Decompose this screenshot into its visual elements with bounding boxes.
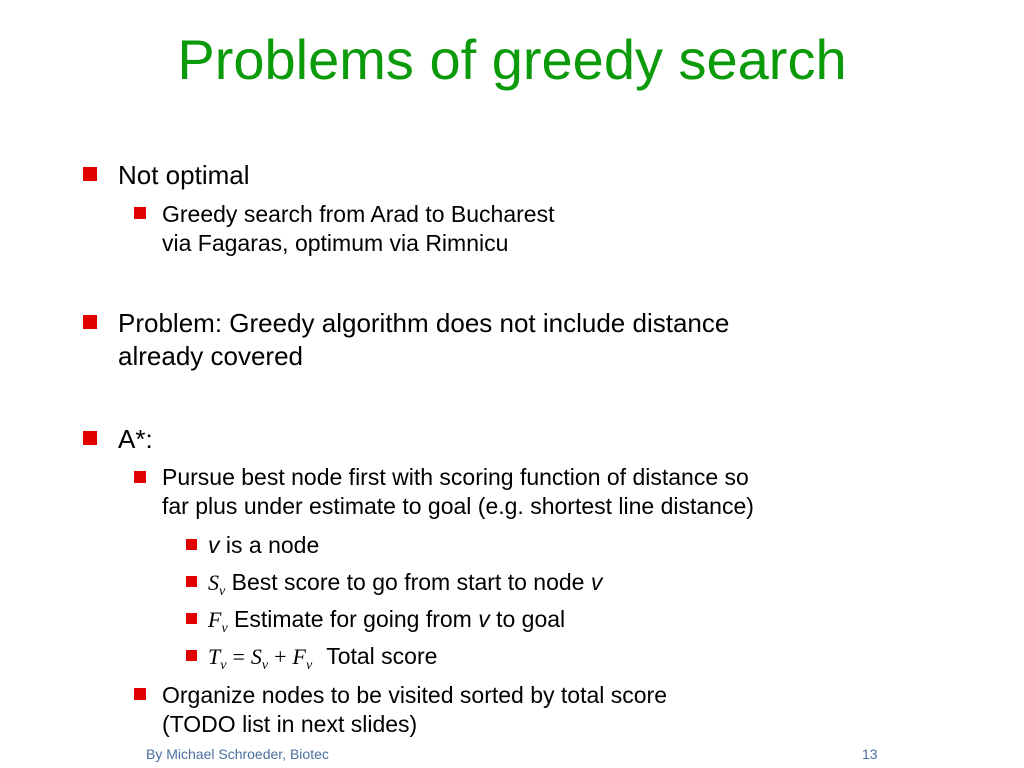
bullet-square: [186, 613, 197, 624]
problem-line1: Problem: Greedy algorithm does not include distance: [118, 308, 730, 338]
bullet-pursue: [162, 463, 754, 521]
bullet-t-v: [208, 642, 437, 680]
f-description: Estimate for going from: [227, 606, 479, 632]
symbol-f-v: $F_v$: [208, 607, 228, 636]
bullet-organize: [162, 681, 667, 739]
var-v: v: [208, 532, 220, 558]
greedy-example-line2: via Fagaras, optimum via Rimnicu: [162, 230, 509, 256]
t-description: Total score: [326, 643, 438, 669]
bullet-greedy-example: [162, 200, 554, 258]
s-description: Best score to go from start to node: [225, 569, 591, 595]
footer-author: By Michael Schroeder, Biotec: [146, 746, 329, 762]
organize-line1: Organize nodes to be visited sorted by total score: [162, 682, 668, 708]
bullet-square: [134, 688, 146, 700]
footer-page-number: 13: [862, 746, 878, 762]
pursue-line1: Pursue best node first with scoring function of distance so: [162, 464, 749, 490]
symbol-s-v: $S_v$: [208, 570, 226, 599]
bullet-square: [134, 207, 146, 219]
v-description: is a node: [219, 532, 320, 558]
bullet-square: [83, 315, 97, 329]
bullet-square: [186, 576, 197, 587]
bullet-not-optimal: Not optimal: [118, 160, 250, 190]
formula-total-score: $T_v = S_v + F_v$: [208, 644, 313, 673]
slide-title: Problems of greedy search: [177, 28, 847, 91]
bullet-square: [134, 471, 146, 483]
var-v: v: [478, 606, 490, 632]
bullet-square: [186, 539, 197, 550]
greedy-example-line1: Greedy search from Arad to Bucharest: [162, 201, 555, 227]
bullet-v-node: [208, 531, 319, 560]
bullet-f-v: [208, 605, 565, 643]
bullet-square: [186, 650, 197, 661]
f-description-end: to goal: [489, 606, 566, 632]
bullet-s-v: [208, 568, 602, 606]
bullet-square: [83, 431, 97, 445]
bullet-problem: [118, 307, 729, 373]
bullet-square: [83, 167, 97, 181]
pursue-line2: far plus under estimate to goal (e.g. shortest line distance): [162, 493, 754, 519]
organize-line2: (TODO list in next slides): [162, 711, 418, 737]
var-v: v: [590, 569, 603, 595]
bullet-astar: A*:: [118, 424, 153, 454]
problem-line2: already covered: [118, 341, 303, 371]
